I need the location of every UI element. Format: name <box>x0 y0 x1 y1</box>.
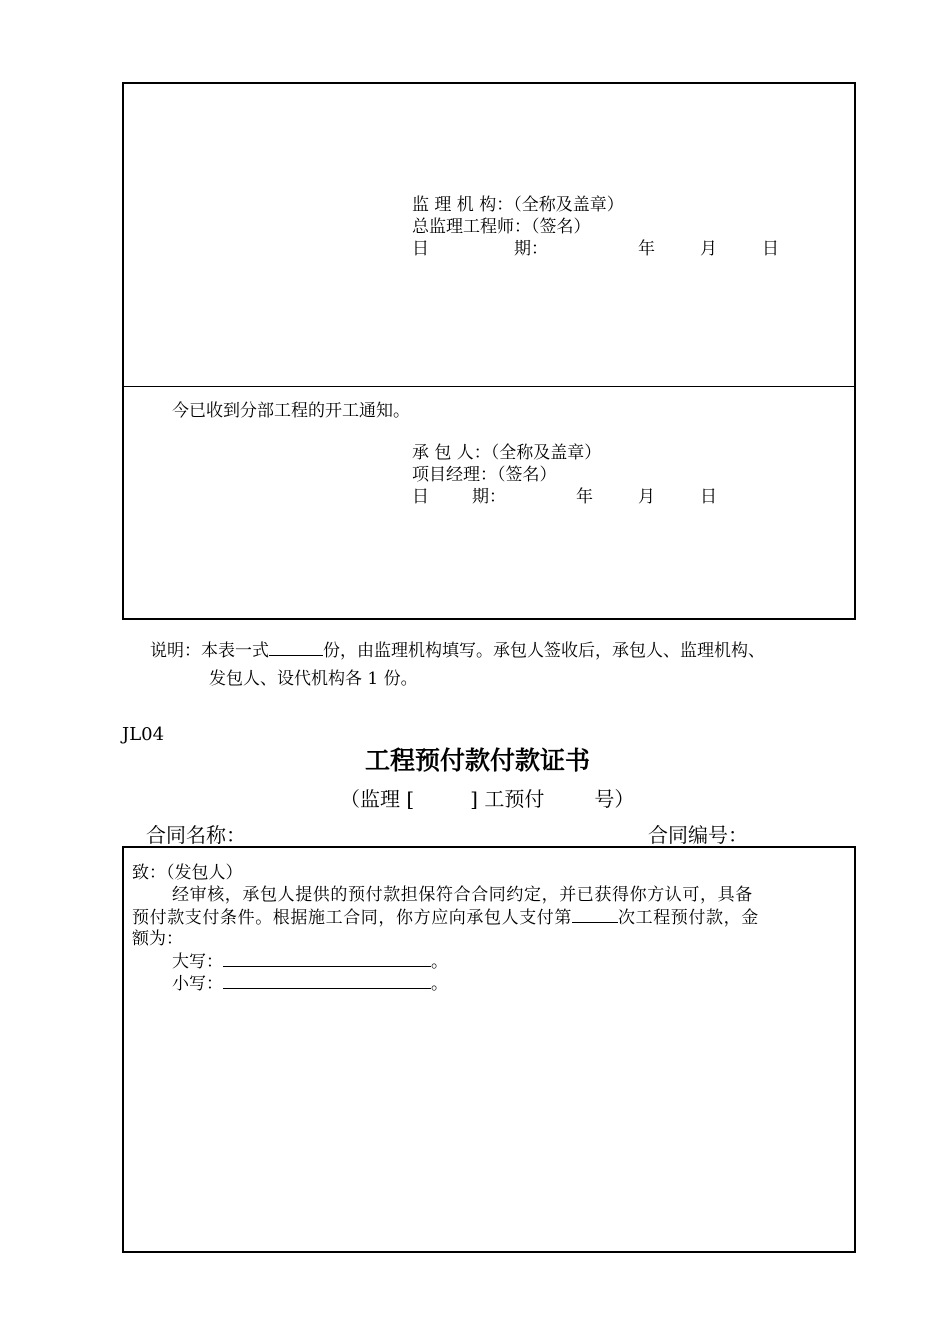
upper-form-box <box>122 82 856 620</box>
receipt-text: 今已收到分部工程的开工通知。 <box>172 401 410 421</box>
contractor-date-label-qi: 期： <box>472 487 506 507</box>
contractor-date-day: 日 <box>700 487 717 507</box>
note-line-2: 发包人、设代机构各 1 份。 <box>209 669 418 689</box>
supervisor-date-label-qi: 期： <box>514 239 548 259</box>
note-prefix: 说明：本表一式 <box>150 641 269 661</box>
contractor-date-year: 年 <box>576 487 593 507</box>
supervisor-date-label-ri: 日 <box>412 239 429 259</box>
note-line-1 <box>150 639 765 662</box>
subtitle-mid: ] 工预付 <box>470 787 545 811</box>
supervisor-org-label: 监 理 机 构：（全称及盖章） <box>412 195 624 215</box>
body-line-1: 经审核，承包人提供的预付款担保符合合同约定，并已获得你方认可，具备 <box>172 885 753 905</box>
supervisor-date-day: 日 <box>762 239 779 259</box>
supervisor-date-year: 年 <box>638 239 655 259</box>
contract-name-label: 合同名称： <box>146 823 246 847</box>
project-manager-label: 项目经理：（签名） <box>412 465 557 485</box>
copies-blank <box>269 639 323 656</box>
xiaoxie-label: 小写： <box>172 974 223 994</box>
contractor-date-month: 月 <box>638 487 655 507</box>
note-suffix: 份，由监理机构填写。承包人签收后，承包人、监理机构、 <box>323 641 765 661</box>
amount-lowercase-row <box>172 972 448 995</box>
contractor-date-label-ri: 日 <box>412 487 429 507</box>
addressee: 致：（发包人） <box>132 863 243 883</box>
contractor-label: 承 包 人：（全称及盖章） <box>412 443 602 463</box>
amount-lowercase-blank <box>223 972 431 989</box>
subtitle-prefix: （监理 [ <box>340 787 415 811</box>
body-line-2-prefix: 预付款支付条件。根据施工合同，你方应向承包人支付第 <box>132 908 572 928</box>
xiaoxie-end: 。 <box>431 974 448 994</box>
body-line-2-suffix: 次工程预付款，金 <box>618 908 759 928</box>
body-line-3: 额为： <box>132 929 183 949</box>
form-code: JL04 <box>122 724 165 745</box>
installment-blank <box>572 906 618 923</box>
form-subtitle <box>340 786 634 812</box>
amount-uppercase-row <box>172 950 448 973</box>
supervisor-date-month: 月 <box>700 239 717 259</box>
contract-no-label: 合同编号： <box>648 823 748 847</box>
chief-engineer-label: 总监理工程师：（签名） <box>412 217 591 237</box>
amount-uppercase-blank <box>223 950 431 967</box>
upper-form-divider <box>123 386 855 387</box>
form-title: 工程预付款付款证书 <box>365 746 591 775</box>
daxie-label: 大写： <box>172 952 223 972</box>
body-line-2 <box>132 906 759 929</box>
subtitle-suffix: 号） <box>594 787 635 811</box>
daxie-end: 。 <box>431 952 448 972</box>
